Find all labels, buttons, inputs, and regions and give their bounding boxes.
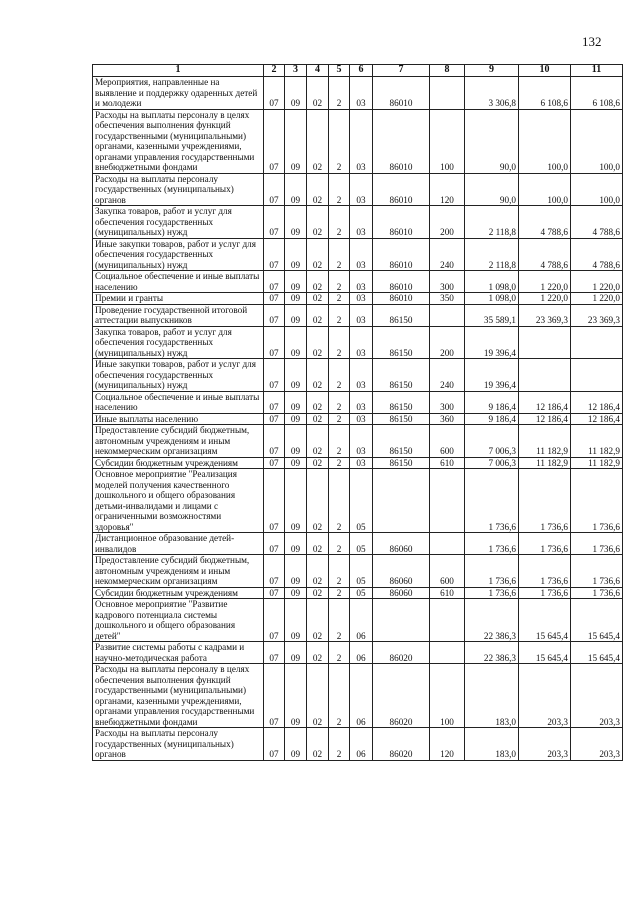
cell-subsection: 09: [285, 326, 307, 359]
cell-amount-year-1: 22 386,3: [465, 642, 519, 664]
cell-section: 07: [264, 359, 285, 392]
cell-amount-year-1: 1 098,0: [465, 293, 519, 305]
cell-amount-year-3: 4 788,6: [571, 238, 623, 271]
cell-program: 02: [307, 425, 329, 458]
row-description: Расходы на выплаты персоналу в целях обеспечения выполнения функций государственными (муниципальными) органами, казенными учреждениями, органами управления государственными внебюджетными фондами: [93, 109, 264, 173]
cell-program: 02: [307, 326, 329, 359]
cell-subprogram: 2: [329, 206, 350, 239]
table-row: [93, 457, 623, 469]
cell-expense-code: [373, 469, 430, 533]
cell-subprogram: 2: [329, 391, 350, 413]
cell-section: 07: [264, 664, 285, 728]
cell-expense-type: [430, 77, 465, 110]
cell-program: 02: [307, 293, 329, 305]
cell-subprogram: 2: [329, 642, 350, 664]
cell-section: 07: [264, 206, 285, 239]
cell-amount-year-1: 2 118,8: [465, 238, 519, 271]
cell-subprogram: 2: [329, 599, 350, 642]
table-row: [93, 173, 623, 206]
cell-subsection: 09: [285, 425, 307, 458]
cell-section: 07: [264, 77, 285, 110]
cell-section: 07: [264, 469, 285, 533]
cell-subprogram: 2: [329, 109, 350, 173]
table-row: [93, 109, 623, 173]
cell-expense-type: 610: [430, 587, 465, 599]
column-header: 6: [350, 65, 373, 77]
table-row: [93, 304, 623, 326]
cell-expense-code: 86150: [373, 359, 430, 392]
cell-expense-type: 350: [430, 293, 465, 305]
cell-main-activity: 05: [350, 533, 373, 555]
cell-subsection: 09: [285, 173, 307, 206]
cell-subsection: 09: [285, 206, 307, 239]
column-header: 8: [430, 65, 465, 77]
cell-amount-year-1: 1 736,6: [465, 587, 519, 599]
cell-expense-code: 86020: [373, 664, 430, 728]
cell-section: 07: [264, 599, 285, 642]
cell-section: 07: [264, 271, 285, 293]
cell-amount-year-1: 9 186,4: [465, 391, 519, 413]
cell-expense-code: 86020: [373, 728, 430, 761]
cell-main-activity: 03: [350, 238, 373, 271]
cell-section: 07: [264, 413, 285, 425]
cell-main-activity: 03: [350, 425, 373, 458]
cell-main-activity: 03: [350, 77, 373, 110]
row-description: Субсидии бюджетным учреждениям: [93, 457, 264, 469]
table-row: [93, 469, 623, 533]
cell-main-activity: 03: [350, 271, 373, 293]
cell-subprogram: 2: [329, 457, 350, 469]
cell-program: 02: [307, 391, 329, 413]
cell-expense-type: [430, 304, 465, 326]
cell-amount-year-1: 183,0: [465, 664, 519, 728]
column-header: 4: [307, 65, 329, 77]
cell-expense-type: [430, 599, 465, 642]
cell-amount-year-3: 1 736,6: [571, 555, 623, 588]
cell-subprogram: 2: [329, 238, 350, 271]
row-description: Закупка товаров, работ и услуг для обеспечения государственных (муниципальных) нужд: [93, 206, 264, 239]
cell-amount-year-3: 1 736,6: [571, 587, 623, 599]
cell-subprogram: 2: [329, 587, 350, 599]
cell-expense-code: 86150: [373, 425, 430, 458]
row-description: Расходы на выплаты персоналу государственных (муниципальных) органов: [93, 173, 264, 206]
row-description: Иные закупки товаров, работ и услуг для обеспечения государственных (муниципальных) нужд: [93, 359, 264, 392]
cell-amount-year-1: 7 006,3: [465, 425, 519, 458]
cell-program: 02: [307, 238, 329, 271]
row-description: Расходы на выплаты персоналу в целях обеспечения выполнения функций государственными (муниципальными) органами, казенными учреждениями, органами управления государственными внебюджетными фондами: [93, 664, 264, 728]
row-description: Расходы на выплаты персоналу государственных (муниципальных) органов: [93, 728, 264, 761]
row-description: Премии и гранты: [93, 293, 264, 305]
row-description: Мероприятия, направленные на выявление и поддержку одаренных детей и молодежи: [93, 77, 264, 110]
cell-subsection: 09: [285, 533, 307, 555]
cell-amount-year-1: 1 736,6: [465, 555, 519, 588]
column-header: 7: [373, 65, 430, 77]
cell-main-activity: 05: [350, 555, 373, 588]
cell-amount-year-1: 3 306,8: [465, 77, 519, 110]
cell-amount-year-2: 4 788,6: [519, 238, 571, 271]
cell-section: 07: [264, 391, 285, 413]
column-header: 1: [93, 65, 264, 77]
cell-subsection: 09: [285, 664, 307, 728]
cell-subsection: 09: [285, 642, 307, 664]
cell-subsection: 09: [285, 599, 307, 642]
table-row: [93, 359, 623, 392]
row-description: Закупка товаров, работ и услуг для обеспечения государственных (муниципальных) нужд: [93, 326, 264, 359]
cell-subsection: 09: [285, 359, 307, 392]
cell-subsection: 09: [285, 271, 307, 293]
cell-program: 02: [307, 587, 329, 599]
cell-amount-year-1: 35 589,1: [465, 304, 519, 326]
cell-expense-code: 86150: [373, 326, 430, 359]
table-row: [93, 391, 623, 413]
cell-expense-type: 200: [430, 206, 465, 239]
cell-expense-code: 86010: [373, 238, 430, 271]
cell-expense-code: 86060: [373, 587, 430, 599]
row-description: Основное мероприятие "Развитие кадрового потенциала системы дошкольного и общего образования детей": [93, 599, 264, 642]
cell-amount-year-1: 183,0: [465, 728, 519, 761]
cell-section: 07: [264, 533, 285, 555]
cell-amount-year-1: 1 098,0: [465, 271, 519, 293]
cell-amount-year-1: 19 396,4: [465, 359, 519, 392]
table-row: [93, 728, 623, 761]
cell-subsection: 09: [285, 293, 307, 305]
row-description: Развитие системы работы с кадрами и научно-методическая работа: [93, 642, 264, 664]
cell-expense-type: 600: [430, 425, 465, 458]
cell-program: 02: [307, 599, 329, 642]
budget-table: [92, 64, 623, 761]
cell-subprogram: 2: [329, 469, 350, 533]
cell-subprogram: 2: [329, 555, 350, 588]
cell-expense-code: 86010: [373, 173, 430, 206]
cell-program: 02: [307, 271, 329, 293]
table-row: [93, 555, 623, 588]
cell-expense-code: 86150: [373, 304, 430, 326]
table-row: [93, 326, 623, 359]
cell-section: 07: [264, 728, 285, 761]
cell-amount-year-2: 12 186,4: [519, 413, 571, 425]
cell-main-activity: 05: [350, 587, 373, 599]
cell-amount-year-2: 12 186,4: [519, 391, 571, 413]
cell-subprogram: 2: [329, 173, 350, 206]
row-description: Социальное обеспечение и иные выплаты населению: [93, 391, 264, 413]
cell-amount-year-3: [571, 359, 623, 392]
cell-subsection: 09: [285, 391, 307, 413]
cell-subprogram: 2: [329, 304, 350, 326]
cell-amount-year-1: 19 396,4: [465, 326, 519, 359]
cell-program: 02: [307, 555, 329, 588]
table-row: [93, 533, 623, 555]
cell-expense-code: [373, 599, 430, 642]
row-description: Предоставление субсидий бюджетным, автономным учреждениям и иным некоммерческим организациям: [93, 425, 264, 458]
cell-amount-year-2: [519, 326, 571, 359]
cell-amount-year-2: 15 645,4: [519, 599, 571, 642]
cell-expense-type: 120: [430, 728, 465, 761]
cell-expense-type: 120: [430, 173, 465, 206]
row-description: Иные выплаты населению: [93, 413, 264, 425]
column-header: 2: [264, 65, 285, 77]
cell-amount-year-1: 9 186,4: [465, 413, 519, 425]
cell-amount-year-1: 90,0: [465, 109, 519, 173]
cell-subprogram: 2: [329, 359, 350, 392]
column-header: 11: [571, 65, 623, 77]
cell-section: 07: [264, 642, 285, 664]
cell-subsection: 09: [285, 238, 307, 271]
cell-subprogram: 2: [329, 728, 350, 761]
row-description: Дистанционное образование детей-инвалидов: [93, 533, 264, 555]
cell-expense-type: 100: [430, 109, 465, 173]
cell-section: 07: [264, 457, 285, 469]
cell-expense-code: 86010: [373, 206, 430, 239]
cell-expense-type: 360: [430, 413, 465, 425]
row-description: Социальное обеспечение и иные выплаты населению: [93, 271, 264, 293]
cell-expense-type: 240: [430, 238, 465, 271]
cell-amount-year-3: 1 220,0: [571, 271, 623, 293]
cell-amount-year-3: 15 645,4: [571, 642, 623, 664]
cell-program: 02: [307, 304, 329, 326]
cell-expense-type: 200: [430, 326, 465, 359]
cell-amount-year-1: 7 006,3: [465, 457, 519, 469]
cell-amount-year-2: 6 108,6: [519, 77, 571, 110]
cell-amount-year-1: 2 118,8: [465, 206, 519, 239]
cell-section: 07: [264, 425, 285, 458]
cell-amount-year-3: 203,3: [571, 664, 623, 728]
cell-program: 02: [307, 533, 329, 555]
cell-amount-year-1: 90,0: [465, 173, 519, 206]
cell-amount-year-3: 11 182,9: [571, 457, 623, 469]
cell-expense-type: [430, 533, 465, 555]
cell-section: 07: [264, 587, 285, 599]
table-row: [93, 206, 623, 239]
cell-amount-year-3: 11 182,9: [571, 425, 623, 458]
cell-main-activity: 03: [350, 326, 373, 359]
cell-expense-code: 86150: [373, 413, 430, 425]
cell-amount-year-3: 100,0: [571, 173, 623, 206]
cell-amount-year-3: 4 788,6: [571, 206, 623, 239]
cell-subsection: 09: [285, 587, 307, 599]
cell-main-activity: 06: [350, 599, 373, 642]
cell-expense-code: 86060: [373, 555, 430, 588]
table-row: [93, 413, 623, 425]
cell-program: 02: [307, 642, 329, 664]
table-row: [93, 599, 623, 642]
row-description: Субсидии бюджетным учреждениям: [93, 587, 264, 599]
cell-subsection: 09: [285, 469, 307, 533]
cell-program: 02: [307, 664, 329, 728]
cell-amount-year-2: 1 736,6: [519, 469, 571, 533]
cell-program: 02: [307, 469, 329, 533]
cell-main-activity: 03: [350, 206, 373, 239]
cell-section: 07: [264, 326, 285, 359]
cell-subprogram: 2: [329, 425, 350, 458]
cell-subprogram: 2: [329, 664, 350, 728]
cell-amount-year-2: 100,0: [519, 173, 571, 206]
cell-subprogram: 2: [329, 413, 350, 425]
column-header: 9: [465, 65, 519, 77]
cell-main-activity: 06: [350, 642, 373, 664]
cell-expense-type: 300: [430, 271, 465, 293]
cell-main-activity: 03: [350, 457, 373, 469]
cell-main-activity: 03: [350, 391, 373, 413]
cell-amount-year-3: [571, 326, 623, 359]
cell-amount-year-2: [519, 359, 571, 392]
cell-expense-type: [430, 642, 465, 664]
cell-amount-year-3: 1 736,6: [571, 533, 623, 555]
cell-amount-year-1: 22 386,3: [465, 599, 519, 642]
cell-amount-year-3: 1 220,0: [571, 293, 623, 305]
cell-amount-year-2: 1 736,6: [519, 533, 571, 555]
cell-main-activity: 05: [350, 469, 373, 533]
cell-expense-type: [430, 469, 465, 533]
cell-subsection: 09: [285, 77, 307, 110]
cell-subprogram: 2: [329, 271, 350, 293]
cell-main-activity: 03: [350, 304, 373, 326]
cell-amount-year-2: 1 736,6: [519, 587, 571, 599]
cell-main-activity: 03: [350, 109, 373, 173]
cell-amount-year-2: 11 182,9: [519, 457, 571, 469]
cell-amount-year-2: 23 369,3: [519, 304, 571, 326]
cell-amount-year-2: 1 736,6: [519, 555, 571, 588]
cell-amount-year-2: 1 220,0: [519, 293, 571, 305]
cell-program: 02: [307, 413, 329, 425]
cell-subsection: 09: [285, 413, 307, 425]
cell-program: 02: [307, 457, 329, 469]
column-header: 3: [285, 65, 307, 77]
cell-amount-year-3: 23 369,3: [571, 304, 623, 326]
cell-amount-year-2: 203,3: [519, 664, 571, 728]
table-row: [93, 77, 623, 110]
cell-amount-year-2: 1 220,0: [519, 271, 571, 293]
cell-section: 07: [264, 304, 285, 326]
cell-amount-year-2: 11 182,9: [519, 425, 571, 458]
cell-subsection: 09: [285, 728, 307, 761]
column-header: 5: [329, 65, 350, 77]
cell-section: 07: [264, 173, 285, 206]
cell-subsection: 09: [285, 109, 307, 173]
table-body: [93, 77, 623, 761]
column-header: 10: [519, 65, 571, 77]
cell-program: 02: [307, 206, 329, 239]
cell-amount-year-3: 12 186,4: [571, 413, 623, 425]
row-description: Проведение государственной итоговой аттестации выпускников: [93, 304, 264, 326]
table-row: [93, 664, 623, 728]
cell-main-activity: 03: [350, 293, 373, 305]
table-row: [93, 425, 623, 458]
cell-amount-year-2: 4 788,6: [519, 206, 571, 239]
table-row: [93, 293, 623, 305]
cell-subprogram: 2: [329, 326, 350, 359]
cell-program: 02: [307, 728, 329, 761]
cell-expense-type: 240: [430, 359, 465, 392]
cell-amount-year-2: 100,0: [519, 109, 571, 173]
cell-section: 07: [264, 238, 285, 271]
cell-expense-code: 86010: [373, 77, 430, 110]
cell-main-activity: 03: [350, 413, 373, 425]
cell-expense-code: 86150: [373, 391, 430, 413]
cell-subprogram: 2: [329, 533, 350, 555]
cell-subprogram: 2: [329, 77, 350, 110]
cell-main-activity: 03: [350, 359, 373, 392]
cell-program: 02: [307, 109, 329, 173]
cell-amount-year-3: 100,0: [571, 109, 623, 173]
cell-subsection: 09: [285, 555, 307, 588]
cell-expense-type: 300: [430, 391, 465, 413]
cell-amount-year-1: 1 736,6: [465, 469, 519, 533]
cell-amount-year-3: 15 645,4: [571, 599, 623, 642]
page-number: 132: [582, 34, 602, 49]
row-description: Предоставление субсидий бюджетным, автономным учреждениям и иным некоммерческим организациям: [93, 555, 264, 588]
table-row: [93, 271, 623, 293]
cell-expense-code: 86010: [373, 271, 430, 293]
cell-amount-year-3: 203,3: [571, 728, 623, 761]
table-row: [93, 642, 623, 664]
cell-main-activity: 06: [350, 664, 373, 728]
cell-subprogram: 2: [329, 293, 350, 305]
cell-expense-code: 86020: [373, 642, 430, 664]
cell-program: 02: [307, 359, 329, 392]
row-description: Иные закупки товаров, работ и услуг для обеспечения государственных (муниципальных) нужд: [93, 238, 264, 271]
cell-section: 07: [264, 293, 285, 305]
cell-expense-code: 86010: [373, 109, 430, 173]
cell-program: 02: [307, 173, 329, 206]
cell-expense-code: 86010: [373, 293, 430, 305]
cell-amount-year-3: 6 108,6: [571, 77, 623, 110]
cell-expense-type: 610: [430, 457, 465, 469]
cell-subsection: 09: [285, 457, 307, 469]
cell-amount-year-2: 203,3: [519, 728, 571, 761]
cell-amount-year-3: 1 736,6: [571, 469, 623, 533]
cell-section: 07: [264, 555, 285, 588]
table-row: [93, 587, 623, 599]
cell-main-activity: 03: [350, 173, 373, 206]
table-header-row: [93, 65, 623, 77]
cell-expense-type: 100: [430, 664, 465, 728]
cell-expense-code: 86060: [373, 533, 430, 555]
table-row: [93, 238, 623, 271]
cell-main-activity: 06: [350, 728, 373, 761]
cell-subsection: 09: [285, 304, 307, 326]
cell-expense-type: 600: [430, 555, 465, 588]
cell-expense-code: 86150: [373, 457, 430, 469]
cell-program: 02: [307, 77, 329, 110]
row-description: Основное мероприятие "Реализация моделей получения качественного дошкольного и общего образования детьми-инвалидами и лицами с ограниченными возможностями здоровья": [93, 469, 264, 533]
cell-amount-year-3: 12 186,4: [571, 391, 623, 413]
cell-section: 07: [264, 109, 285, 173]
cell-amount-year-2: 15 645,4: [519, 642, 571, 664]
cell-amount-year-1: 1 736,6: [465, 533, 519, 555]
